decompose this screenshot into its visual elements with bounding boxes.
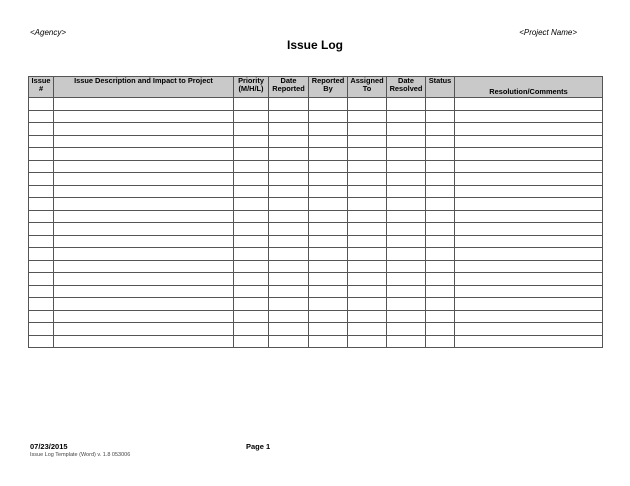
cell-assigned-to[interactable] — [348, 235, 387, 248]
table-row — [29, 323, 603, 336]
cell-assigned-to[interactable] — [348, 198, 387, 211]
cell-priority[interactable] — [234, 310, 269, 323]
footer-template-version: Issue Log Template (Word) v. 1.8 053006 — [30, 452, 131, 458]
cell-assigned-to[interactable] — [348, 310, 387, 323]
cell-issue-number[interactable] — [29, 123, 54, 136]
cell-reported-by[interactable] — [309, 260, 348, 273]
cell-priority[interactable] — [234, 173, 269, 186]
cell-issue-description[interactable] — [54, 235, 234, 248]
column-header-assigned-to: Assigned To — [348, 77, 387, 98]
cell-status[interactable] — [426, 210, 455, 223]
cell-issue-number[interactable] — [29, 235, 54, 248]
table-row — [29, 223, 603, 236]
cell-issue-description[interactable] — [54, 135, 234, 148]
agency-placeholder: <Agency> — [30, 28, 67, 37]
cell-issue-number[interactable] — [29, 185, 54, 198]
table-row — [29, 310, 603, 323]
cell-assigned-to[interactable] — [348, 210, 387, 223]
cell-status[interactable] — [426, 335, 455, 348]
cell-date-resolved[interactable] — [387, 148, 426, 161]
cell-date-resolved[interactable] — [387, 323, 426, 336]
cell-reported-by[interactable] — [309, 198, 348, 211]
column-header-reported-by: Reported By — [309, 77, 348, 98]
cell-date-reported[interactable] — [269, 110, 309, 123]
cell-date-resolved[interactable] — [387, 223, 426, 236]
cell-resolution-comments[interactable] — [455, 323, 603, 336]
cell-resolution-comments[interactable] — [455, 98, 603, 111]
cell-date-reported[interactable] — [269, 210, 309, 223]
cell-status[interactable] — [426, 310, 455, 323]
cell-priority[interactable] — [234, 248, 269, 261]
cell-date-reported[interactable] — [269, 198, 309, 211]
table-row — [29, 198, 603, 211]
cell-reported-by[interactable] — [309, 323, 348, 336]
cell-reported-by[interactable] — [309, 235, 348, 248]
cell-date-reported[interactable] — [269, 123, 309, 136]
table-row — [29, 335, 603, 348]
cell-issue-description[interactable] — [54, 260, 234, 273]
cell-resolution-comments[interactable] — [455, 198, 603, 211]
cell-reported-by[interactable] — [309, 160, 348, 173]
cell-date-resolved[interactable] — [387, 185, 426, 198]
cell-assigned-to[interactable] — [348, 185, 387, 198]
table-row — [29, 135, 603, 148]
cell-status[interactable] — [426, 160, 455, 173]
cell-assigned-to[interactable] — [348, 148, 387, 161]
cell-issue-number[interactable] — [29, 260, 54, 273]
cell-issue-number[interactable] — [29, 198, 54, 211]
table-row — [29, 298, 603, 311]
cell-date-reported[interactable] — [269, 335, 309, 348]
cell-issue-description[interactable] — [54, 210, 234, 223]
cell-resolution-comments[interactable] — [455, 298, 603, 311]
cell-resolution-comments[interactable] — [455, 248, 603, 261]
cell-status[interactable] — [426, 273, 455, 286]
column-header-status: Status — [426, 77, 455, 98]
cell-date-reported[interactable] — [269, 148, 309, 161]
cell-status[interactable] — [426, 298, 455, 311]
cell-priority[interactable] — [234, 223, 269, 236]
cell-reported-by[interactable] — [309, 285, 348, 298]
cell-issue-number[interactable] — [29, 98, 54, 111]
column-header-issue-number: Issue # — [29, 77, 54, 98]
cell-issue-description[interactable] — [54, 298, 234, 311]
cell-date-resolved[interactable] — [387, 298, 426, 311]
cell-priority[interactable] — [234, 335, 269, 348]
cell-status[interactable] — [426, 223, 455, 236]
table-row — [29, 123, 603, 136]
cell-date-resolved[interactable] — [387, 310, 426, 323]
cell-date-reported[interactable] — [269, 135, 309, 148]
cell-date-resolved[interactable] — [387, 235, 426, 248]
cell-status[interactable] — [426, 235, 455, 248]
cell-date-resolved[interactable] — [387, 260, 426, 273]
cell-issue-description[interactable] — [54, 185, 234, 198]
cell-date-reported[interactable] — [269, 173, 309, 186]
cell-assigned-to[interactable] — [348, 98, 387, 111]
project-name-placeholder: <Project Name> — [519, 28, 577, 37]
cell-issue-number[interactable] — [29, 210, 54, 223]
cell-assigned-to[interactable] — [348, 123, 387, 136]
cell-assigned-to[interactable] — [348, 285, 387, 298]
cell-date-reported[interactable] — [269, 248, 309, 261]
cell-priority[interactable] — [234, 185, 269, 198]
cell-issue-number[interactable] — [29, 160, 54, 173]
cell-issue-description[interactable] — [54, 335, 234, 348]
cell-date-resolved[interactable] — [387, 210, 426, 223]
table-row — [29, 185, 603, 198]
cell-issue-number[interactable] — [29, 310, 54, 323]
cell-priority[interactable] — [234, 298, 269, 311]
table-row — [29, 160, 603, 173]
table-row — [29, 285, 603, 298]
cell-resolution-comments[interactable] — [455, 110, 603, 123]
cell-resolution-comments[interactable] — [455, 148, 603, 161]
cell-assigned-to[interactable] — [348, 335, 387, 348]
column-header-resolution-comments: Resolution/Comments — [455, 77, 603, 98]
cell-resolution-comments[interactable] — [455, 273, 603, 286]
cell-resolution-comments[interactable] — [455, 160, 603, 173]
cell-issue-number[interactable] — [29, 323, 54, 336]
cell-reported-by[interactable] — [309, 185, 348, 198]
cell-assigned-to[interactable] — [348, 173, 387, 186]
cell-resolution-comments[interactable] — [455, 210, 603, 223]
table-row — [29, 235, 603, 248]
cell-priority[interactable] — [234, 210, 269, 223]
column-header-date-resolved: Date Resolved — [387, 77, 426, 98]
cell-issue-description[interactable] — [54, 98, 234, 111]
cell-date-reported[interactable] — [269, 323, 309, 336]
cell-assigned-to[interactable] — [348, 160, 387, 173]
table-body — [29, 98, 603, 348]
cell-date-reported[interactable] — [269, 273, 309, 286]
cell-reported-by[interactable] — [309, 298, 348, 311]
cell-date-reported[interactable] — [269, 285, 309, 298]
cell-date-resolved[interactable] — [387, 335, 426, 348]
cell-status[interactable] — [426, 323, 455, 336]
cell-issue-number[interactable] — [29, 273, 54, 286]
cell-priority[interactable] — [234, 160, 269, 173]
cell-issue-number[interactable] — [29, 223, 54, 236]
cell-reported-by[interactable] — [309, 110, 348, 123]
cell-priority[interactable] — [234, 235, 269, 248]
column-header-date-reported: Date Reported — [269, 77, 309, 98]
cell-resolution-comments[interactable] — [455, 335, 603, 348]
cell-priority[interactable] — [234, 198, 269, 211]
cell-status[interactable] — [426, 98, 455, 111]
cell-date-resolved[interactable] — [387, 135, 426, 148]
table-header-row — [29, 77, 603, 98]
cell-priority[interactable] — [234, 98, 269, 111]
cell-status[interactable] — [426, 248, 455, 261]
cell-issue-number[interactable] — [29, 110, 54, 123]
cell-issue-description[interactable] — [54, 160, 234, 173]
cell-date-reported[interactable] — [269, 310, 309, 323]
cell-issue-description[interactable] — [54, 148, 234, 161]
issue-log-table — [28, 76, 603, 348]
cell-status[interactable] — [426, 173, 455, 186]
cell-priority[interactable] — [234, 323, 269, 336]
cell-resolution-comments[interactable] — [455, 223, 603, 236]
cell-date-resolved[interactable] — [387, 198, 426, 211]
cell-issue-description[interactable] — [54, 123, 234, 136]
cell-issue-description[interactable] — [54, 310, 234, 323]
cell-resolution-comments[interactable] — [455, 135, 603, 148]
cell-date-resolved[interactable] — [387, 173, 426, 186]
cell-date-reported[interactable] — [269, 98, 309, 111]
cell-priority[interactable] — [234, 260, 269, 273]
table-row — [29, 148, 603, 161]
cell-resolution-comments[interactable] — [455, 260, 603, 273]
cell-date-reported[interactable] — [269, 260, 309, 273]
column-header-priority: Priority (M/H/L) — [234, 77, 269, 98]
cell-date-reported[interactable] — [269, 298, 309, 311]
cell-reported-by[interactable] — [309, 248, 348, 261]
cell-priority[interactable] — [234, 135, 269, 148]
cell-issue-description[interactable] — [54, 248, 234, 261]
cell-issue-description[interactable] — [54, 273, 234, 286]
column-header-issue-description: Issue Description and Impact to Project — [54, 77, 234, 98]
cell-date-resolved[interactable] — [387, 160, 426, 173]
table-row — [29, 110, 603, 123]
table-row — [29, 173, 603, 186]
table-row — [29, 98, 603, 111]
footer-page-number: Page 1 — [246, 442, 271, 451]
document-title: Issue Log — [286, 38, 343, 52]
cell-status[interactable] — [426, 110, 455, 123]
cell-status[interactable] — [426, 260, 455, 273]
cell-date-resolved[interactable] — [387, 273, 426, 286]
cell-reported-by[interactable] — [309, 98, 348, 111]
table-row — [29, 248, 603, 261]
cell-issue-description[interactable] — [54, 173, 234, 186]
cell-issue-number[interactable] — [29, 285, 54, 298]
cell-priority[interactable] — [234, 273, 269, 286]
cell-reported-by[interactable] — [309, 223, 348, 236]
cell-status[interactable] — [426, 148, 455, 161]
table-row — [29, 210, 603, 223]
cell-resolution-comments[interactable] — [455, 173, 603, 186]
cell-reported-by[interactable] — [309, 148, 348, 161]
cell-assigned-to[interactable] — [348, 260, 387, 273]
cell-resolution-comments[interactable] — [455, 310, 603, 323]
cell-assigned-to[interactable] — [348, 135, 387, 148]
cell-resolution-comments[interactable] — [455, 285, 603, 298]
cell-assigned-to[interactable] — [348, 248, 387, 261]
table-row — [29, 260, 603, 273]
cell-resolution-comments[interactable] — [455, 235, 603, 248]
cell-resolution-comments[interactable] — [455, 185, 603, 198]
cell-date-reported[interactable] — [269, 235, 309, 248]
cell-priority[interactable] — [234, 148, 269, 161]
cell-reported-by[interactable] — [309, 310, 348, 323]
cell-reported-by[interactable] — [309, 123, 348, 136]
cell-priority[interactable] — [234, 110, 269, 123]
cell-issue-number[interactable] — [29, 135, 54, 148]
cell-issue-description[interactable] — [54, 285, 234, 298]
cell-date-resolved[interactable] — [387, 98, 426, 111]
cell-date-resolved[interactable] — [387, 285, 426, 298]
cell-reported-by[interactable] — [309, 173, 348, 186]
cell-assigned-to[interactable] — [348, 273, 387, 286]
cell-status[interactable] — [426, 185, 455, 198]
cell-reported-by[interactable] — [309, 135, 348, 148]
cell-reported-by[interactable] — [309, 273, 348, 286]
cell-assigned-to[interactable] — [348, 323, 387, 336]
cell-date-reported[interactable] — [269, 160, 309, 173]
cell-issue-number[interactable] — [29, 248, 54, 261]
table-row — [29, 273, 603, 286]
cell-issue-description[interactable] — [54, 223, 234, 236]
cell-status[interactable] — [426, 123, 455, 136]
cell-reported-by[interactable] — [309, 210, 348, 223]
cell-status[interactable] — [426, 135, 455, 148]
cell-reported-by[interactable] — [309, 335, 348, 348]
cell-issue-description[interactable] — [54, 110, 234, 123]
cell-date-resolved[interactable] — [387, 123, 426, 136]
footer-date: 07/23/2015 — [30, 442, 68, 451]
cell-priority[interactable] — [234, 285, 269, 298]
cell-issue-description[interactable] — [54, 323, 234, 336]
cell-assigned-to[interactable] — [348, 298, 387, 311]
cell-date-resolved[interactable] — [387, 110, 426, 123]
cell-date-reported[interactable] — [269, 223, 309, 236]
cell-assigned-to[interactable] — [348, 110, 387, 123]
cell-issue-number[interactable] — [29, 298, 54, 311]
cell-priority[interactable] — [234, 123, 269, 136]
cell-issue-number[interactable] — [29, 335, 54, 348]
cell-date-reported[interactable] — [269, 185, 309, 198]
cell-resolution-comments[interactable] — [455, 123, 603, 136]
cell-issue-description[interactable] — [54, 198, 234, 211]
cell-issue-number[interactable] — [29, 173, 54, 186]
cell-status[interactable] — [426, 198, 455, 211]
cell-issue-number[interactable] — [29, 148, 54, 161]
cell-status[interactable] — [426, 285, 455, 298]
cell-assigned-to[interactable] — [348, 223, 387, 236]
cell-date-resolved[interactable] — [387, 248, 426, 261]
